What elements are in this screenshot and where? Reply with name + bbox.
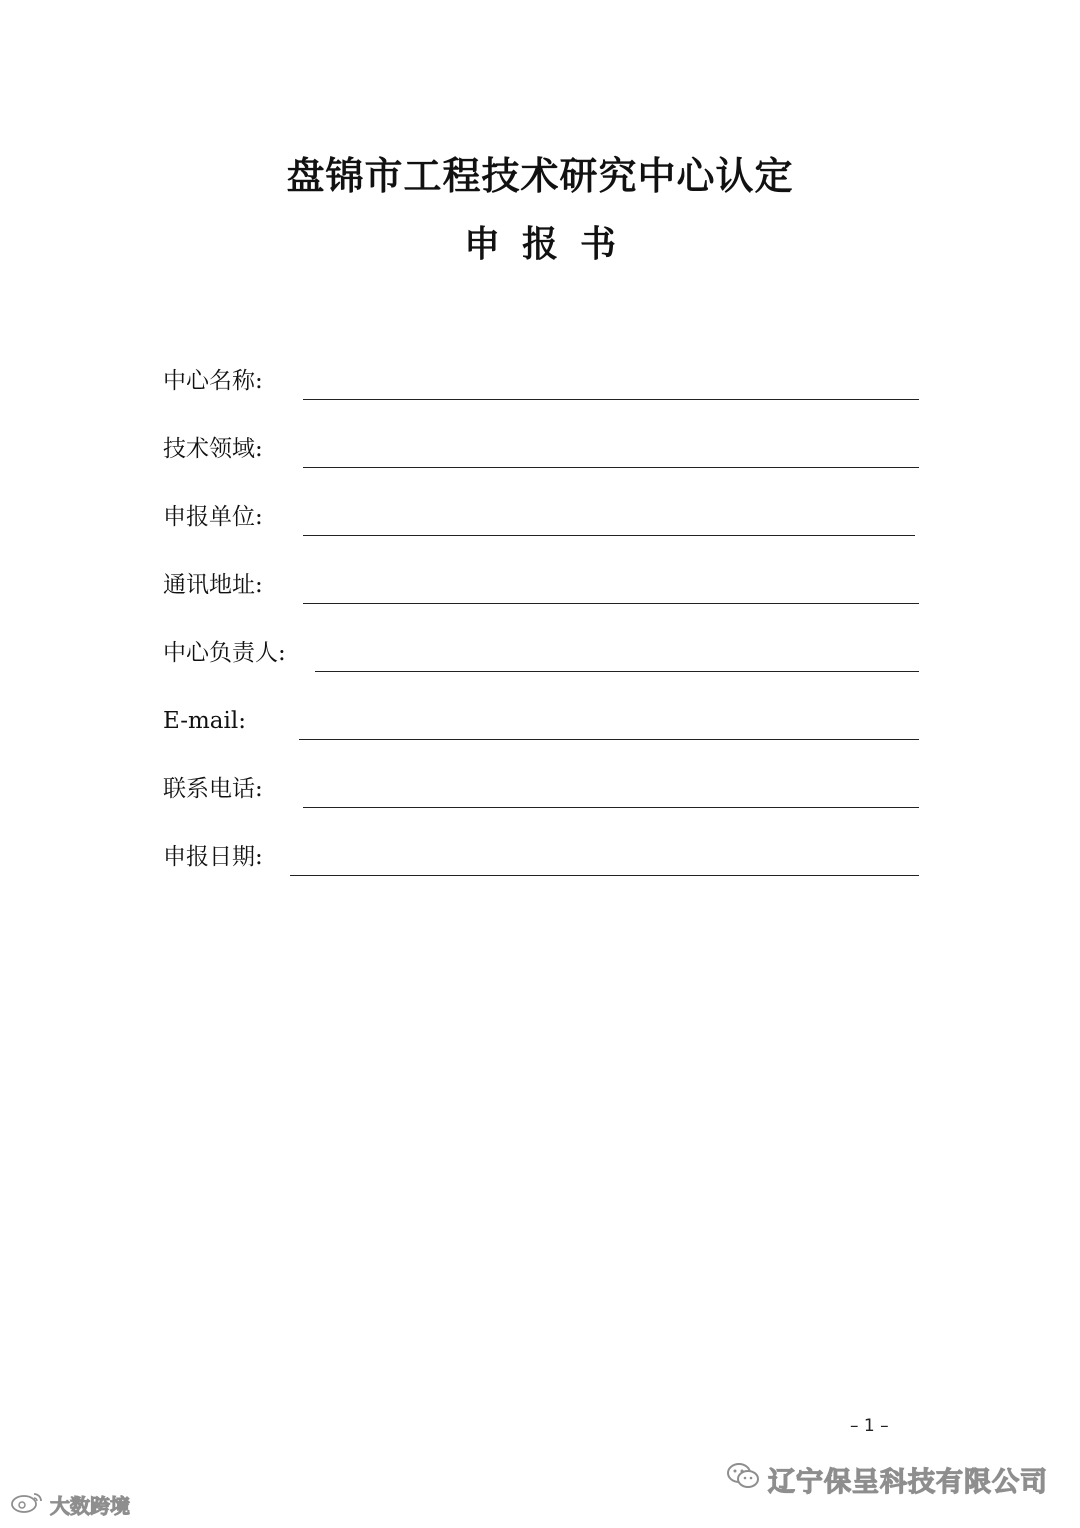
document-subtitle: 申报书 <box>463 223 638 265</box>
field-label: 中心负责人: <box>163 640 286 666</box>
field-label: 申报日期: <box>163 844 263 870</box>
field-blank-line <box>303 603 919 604</box>
field-phone <box>163 768 919 808</box>
watermark-source-text: 大数跨境 <box>50 1494 130 1518</box>
weibo-icon <box>10 1490 44 1519</box>
field-blank-line <box>303 535 915 536</box>
field-label: 申报单位: <box>163 504 263 530</box>
field-label: E-mail: <box>163 708 246 734</box>
field-application-date <box>163 836 919 876</box>
field-label: 通讯地址: <box>163 572 263 598</box>
field-blank-line <box>303 399 919 400</box>
field-center-director <box>163 632 919 672</box>
field-tech-domain <box>163 428 919 468</box>
field-mailing-address <box>163 564 919 604</box>
document-title: 盘锦市工程技术研究中心认定 <box>286 153 794 198</box>
wechat-icon <box>726 1461 760 1498</box>
field-center-name <box>163 360 919 400</box>
field-applicant-unit <box>163 496 919 536</box>
page-number: – 1 – <box>850 1416 889 1436</box>
field-label: 中心名称: <box>163 368 263 394</box>
field-blank-line <box>290 875 919 876</box>
watermark-source <box>10 1490 130 1519</box>
watermark-company-text: 辽宁保呈科技有限公司 <box>768 1467 1048 1498</box>
field-blank-line <box>315 671 919 672</box>
field-label: 技术领域: <box>163 436 263 462</box>
watermark-company <box>726 1460 1048 1499</box>
field-blank-line <box>303 807 919 808</box>
field-blank-line <box>303 467 919 468</box>
field-blank-line <box>299 739 919 740</box>
field-email <box>163 700 919 740</box>
field-label: 联系电话: <box>163 776 263 802</box>
